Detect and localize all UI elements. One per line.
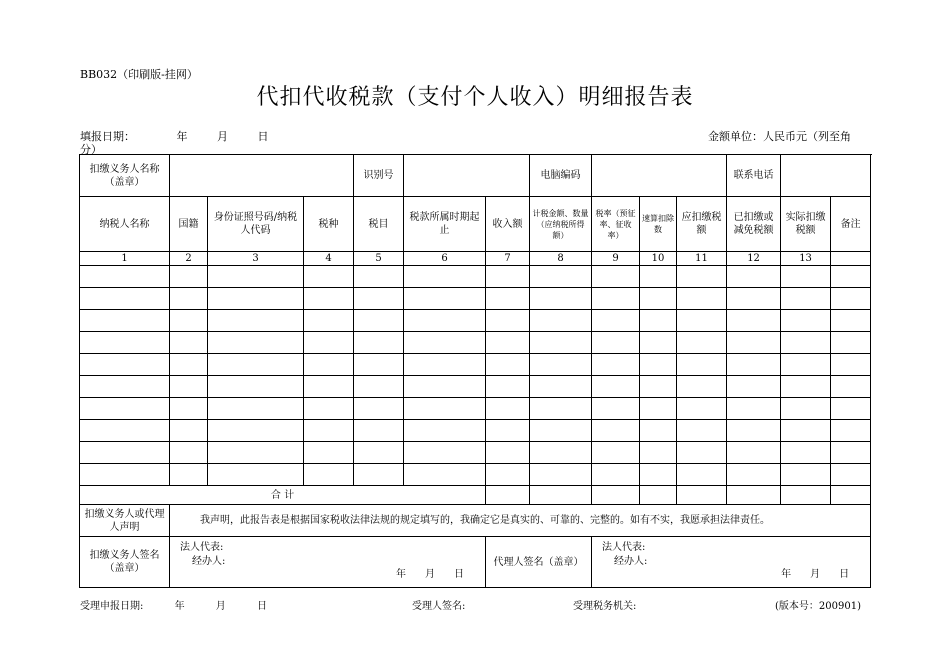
table-cell[interactable] <box>640 398 677 420</box>
table-cell[interactable] <box>640 332 677 354</box>
table-cell[interactable] <box>677 310 727 332</box>
table-row <box>80 332 871 354</box>
signature-row <box>80 537 871 588</box>
withholder-info-row <box>80 155 871 197</box>
table-cell[interactable] <box>530 266 592 288</box>
table-cell[interactable] <box>80 464 170 486</box>
table-cell[interactable] <box>781 442 831 464</box>
table-cell[interactable] <box>831 420 871 442</box>
table-cell[interactable] <box>304 442 354 464</box>
column-header: 税款所属时期起止 <box>404 197 486 252</box>
table-cell[interactable] <box>831 288 871 310</box>
table-row <box>80 398 871 420</box>
table-cell[interactable] <box>304 464 354 486</box>
table-cell[interactable] <box>831 398 871 420</box>
column-header: 已扣缴或减免税额 <box>727 197 781 252</box>
table-cell[interactable] <box>640 310 677 332</box>
fill-date <box>80 128 295 144</box>
table-cell[interactable] <box>677 354 727 376</box>
table-cell[interactable] <box>404 332 486 354</box>
fill-month: 月 <box>217 130 228 143</box>
table-cell[interactable] <box>208 332 304 354</box>
withholder-sign-field[interactable] <box>170 537 486 588</box>
table-row <box>80 266 871 288</box>
table-cell[interactable] <box>208 442 304 464</box>
table-cell[interactable] <box>404 442 486 464</box>
version-label: (版本号：200901) <box>775 601 861 612</box>
table-cell[interactable] <box>781 376 831 398</box>
table-cell[interactable] <box>677 398 727 420</box>
column-number: 13 <box>781 252 831 266</box>
table-cell[interactable] <box>208 376 304 398</box>
table-cell[interactable] <box>486 376 530 398</box>
table-cell[interactable] <box>354 376 404 398</box>
table-cell[interactable] <box>304 420 354 442</box>
agent-legal-rep: 法人代表: <box>602 542 646 553</box>
table-cell[interactable] <box>640 376 677 398</box>
currency-unit-cont: 分） <box>80 143 102 156</box>
table-cell[interactable] <box>727 332 781 354</box>
table-cell[interactable] <box>80 266 170 288</box>
table-cell[interactable] <box>530 332 592 354</box>
table-cell[interactable] <box>404 354 486 376</box>
table-cell[interactable] <box>486 420 530 442</box>
table-cell[interactable] <box>592 288 640 310</box>
table-cell[interactable] <box>530 376 592 398</box>
fill-year: 年 <box>176 130 188 143</box>
table-cell[interactable] <box>486 310 530 332</box>
table-cell[interactable] <box>170 442 208 464</box>
table-cell[interactable] <box>831 442 871 464</box>
column-header: 身份证照号码/纳税人代码 <box>208 197 304 252</box>
table-cell[interactable] <box>486 266 530 288</box>
agent-sign-field[interactable] <box>592 537 871 588</box>
withholder-handler: 经办人: <box>192 556 226 567</box>
table-cell[interactable] <box>592 310 640 332</box>
table-cell[interactable] <box>592 376 640 398</box>
table-cell[interactable] <box>677 266 727 288</box>
column-number: 9 <box>592 252 640 266</box>
table-cell[interactable] <box>530 442 592 464</box>
table-cell[interactable] <box>170 332 208 354</box>
table-row <box>80 464 871 486</box>
column-number: 5 <box>354 252 404 266</box>
table-cell[interactable] <box>354 288 404 310</box>
table-cell[interactable] <box>727 310 781 332</box>
withholder-sign-date: 年 月 日 <box>396 569 466 580</box>
table-cell[interactable] <box>530 420 592 442</box>
table-cell[interactable] <box>831 266 871 288</box>
table-cell[interactable] <box>208 310 304 332</box>
column-number: 11 <box>677 252 727 266</box>
table-cell[interactable] <box>831 464 871 486</box>
table-cell[interactable] <box>80 420 170 442</box>
total-cell[interactable] <box>486 486 530 505</box>
table-cell[interactable] <box>486 288 530 310</box>
table-cell[interactable] <box>640 442 677 464</box>
column-number: 4 <box>304 252 354 266</box>
table-cell[interactable] <box>486 332 530 354</box>
table-cell[interactable] <box>677 420 727 442</box>
table-cell[interactable] <box>530 354 592 376</box>
table-cell[interactable] <box>354 420 404 442</box>
table-cell[interactable] <box>727 376 781 398</box>
table-cell[interactable] <box>486 442 530 464</box>
column-number: 1 <box>80 252 170 266</box>
table-cell[interactable] <box>354 442 404 464</box>
table-cell[interactable] <box>170 310 208 332</box>
table-cell[interactable] <box>170 398 208 420</box>
table-cell[interactable] <box>530 398 592 420</box>
table-cell[interactable] <box>404 398 486 420</box>
total-cell[interactable] <box>781 486 831 505</box>
withholder-sign-label: 扣缴义务人签名（盖章） <box>80 537 170 588</box>
table-cell[interactable] <box>831 354 871 376</box>
column-header: 税率（预征率、征收率） <box>592 197 640 252</box>
table-cell[interactable] <box>592 332 640 354</box>
table-cell[interactable] <box>354 332 404 354</box>
table-cell[interactable] <box>354 310 404 332</box>
table-cell[interactable] <box>354 266 404 288</box>
table-cell[interactable] <box>727 398 781 420</box>
table-cell[interactable] <box>170 420 208 442</box>
table-cell[interactable] <box>727 420 781 442</box>
phone-field[interactable] <box>781 155 871 197</box>
table-cell[interactable] <box>304 310 354 332</box>
column-header: 实际扣缴税额 <box>781 197 831 252</box>
table-cell[interactable] <box>404 420 486 442</box>
table-cell[interactable] <box>304 288 354 310</box>
table-cell[interactable] <box>304 332 354 354</box>
table-cell[interactable] <box>781 266 831 288</box>
table-cell[interactable] <box>781 464 831 486</box>
declaration-label: 扣缴义务人或代理人声明 <box>80 505 170 537</box>
column-number: 8 <box>530 252 592 266</box>
declaration-body: 我声明，此报告表是根据国家税收法律法规的规定填写的，我确定它是真实的、可靠的、完整的。如有不实，我愿承担法律责任。 <box>200 515 770 526</box>
table-cell[interactable] <box>727 266 781 288</box>
column-header: 收入额 <box>486 197 530 252</box>
table-cell[interactable] <box>208 266 304 288</box>
table-cell[interactable] <box>304 266 354 288</box>
column-header: 税目 <box>354 197 404 252</box>
agent-sign-date: 年 月 日 <box>781 569 851 580</box>
accept-day: 日 <box>256 601 267 612</box>
table-cell[interactable] <box>677 288 727 310</box>
table-cell[interactable] <box>208 398 304 420</box>
total-cell[interactable] <box>831 486 871 505</box>
table-cell[interactable] <box>530 464 592 486</box>
column-header: 应扣缴税额 <box>677 197 727 252</box>
table-cell[interactable] <box>727 288 781 310</box>
table-cell[interactable] <box>592 266 640 288</box>
table-cell[interactable] <box>486 398 530 420</box>
table-cell[interactable] <box>80 310 170 332</box>
column-header: 速算扣除数 <box>640 197 677 252</box>
table-cell[interactable] <box>677 464 727 486</box>
table-cell[interactable] <box>208 288 304 310</box>
column-number: 7 <box>486 252 530 266</box>
table-row <box>80 420 871 442</box>
table-cell[interactable] <box>304 398 354 420</box>
total-row <box>80 486 871 505</box>
accept-year: 年 <box>174 601 185 612</box>
column-number-row <box>80 252 871 266</box>
column-number: 12 <box>727 252 781 266</box>
table-row <box>80 442 871 464</box>
table-cell[interactable] <box>80 354 170 376</box>
total-label: 合 计 <box>80 486 486 505</box>
table-cell[interactable] <box>781 310 831 332</box>
column-header: 备注 <box>831 197 871 252</box>
column-header: 计税金额、数量（应纳税所得额） <box>530 197 592 252</box>
accept-date-label: 受理申报日期: <box>80 601 144 612</box>
currency-unit: 金额单位：人民币元（列至角 <box>708 130 851 143</box>
total-cell[interactable] <box>530 486 592 505</box>
table-cell[interactable] <box>781 354 831 376</box>
table-cell[interactable] <box>831 376 871 398</box>
table-cell[interactable] <box>354 398 404 420</box>
table-cell[interactable] <box>677 332 727 354</box>
table-cell[interactable] <box>304 354 354 376</box>
id-field[interactable] <box>404 155 530 197</box>
total-cell[interactable] <box>677 486 727 505</box>
phone-label: 联系电话 <box>727 155 781 197</box>
table-cell[interactable] <box>592 442 640 464</box>
report-table <box>79 154 871 588</box>
table-cell[interactable] <box>592 398 640 420</box>
table-cell[interactable] <box>727 354 781 376</box>
column-number: 3 <box>208 252 304 266</box>
table-cell[interactable] <box>640 420 677 442</box>
table-cell[interactable] <box>170 266 208 288</box>
table-cell[interactable] <box>208 420 304 442</box>
table-cell[interactable] <box>80 442 170 464</box>
agent-sign-label: 代理人签名（盖章） <box>486 537 592 588</box>
computer-code-label: 电脑编码 <box>530 155 592 197</box>
column-number: 2 <box>170 252 208 266</box>
table-cell[interactable] <box>640 464 677 486</box>
table-cell[interactable] <box>170 464 208 486</box>
total-cell[interactable] <box>640 486 677 505</box>
total-cell[interactable] <box>592 486 640 505</box>
table-body <box>80 266 871 486</box>
table-row <box>80 288 871 310</box>
receiver-sign-label: 受理人签名: <box>412 601 466 612</box>
withholder-name-field[interactable] <box>170 155 354 197</box>
table-cell[interactable] <box>486 464 530 486</box>
withholder-name-label: 扣缴义务人名称（盖章） <box>80 155 170 197</box>
table-cell[interactable] <box>170 288 208 310</box>
column-number: 6 <box>404 252 486 266</box>
table-cell[interactable] <box>727 442 781 464</box>
column-header: 税种 <box>304 197 354 252</box>
accept-date <box>80 597 267 612</box>
column-number: 10 <box>640 252 677 266</box>
table-cell[interactable] <box>530 310 592 332</box>
table-cell[interactable] <box>781 332 831 354</box>
table-row <box>80 310 871 332</box>
table-cell[interactable] <box>781 288 831 310</box>
id-label: 识别号 <box>354 155 404 197</box>
accept-month: 月 <box>215 601 226 612</box>
table-cell[interactable] <box>486 354 530 376</box>
column-header-row <box>80 197 871 252</box>
table-cell[interactable] <box>677 376 727 398</box>
table-cell[interactable] <box>640 266 677 288</box>
column-header: 国籍 <box>170 197 208 252</box>
declaration-row <box>80 505 871 537</box>
table-cell[interactable] <box>592 420 640 442</box>
table-cell[interactable] <box>170 376 208 398</box>
withholder-legal-rep: 法人代表: <box>180 542 224 553</box>
table-cell[interactable] <box>640 288 677 310</box>
table-cell[interactable] <box>80 398 170 420</box>
table-cell[interactable] <box>208 464 304 486</box>
table-cell[interactable] <box>831 332 871 354</box>
table-cell[interactable] <box>80 288 170 310</box>
table-cell[interactable] <box>592 354 640 376</box>
table-cell[interactable] <box>404 464 486 486</box>
table-cell[interactable] <box>404 310 486 332</box>
declaration-text <box>170 505 871 537</box>
table-cell[interactable] <box>304 376 354 398</box>
table-cell[interactable] <box>170 354 208 376</box>
agent-handler: 经办人: <box>614 556 648 567</box>
tax-authority-label: 受理税务机关: <box>573 601 637 612</box>
table-cell[interactable] <box>208 354 304 376</box>
total-cell[interactable] <box>727 486 781 505</box>
table-cell[interactable] <box>354 354 404 376</box>
fill-date-label: 填报日期： <box>80 130 135 143</box>
table-cell[interactable] <box>592 464 640 486</box>
table-cell[interactable] <box>404 266 486 288</box>
form-code: BB032（印刷版-挂网） <box>80 68 198 81</box>
table-cell[interactable] <box>354 464 404 486</box>
table-cell[interactable] <box>727 464 781 486</box>
table-cell[interactable] <box>831 310 871 332</box>
page-title: 代扣代收税款（支付个人收入）明细报告表 <box>256 85 694 110</box>
table-cell[interactable] <box>80 332 170 354</box>
column-number <box>831 252 871 266</box>
table-cell[interactable] <box>530 288 592 310</box>
table-cell[interactable] <box>781 420 831 442</box>
table-cell[interactable] <box>404 376 486 398</box>
column-header: 纳税人名称 <box>80 197 170 252</box>
table-cell[interactable] <box>640 354 677 376</box>
table-cell[interactable] <box>781 398 831 420</box>
fill-day: 日 <box>257 130 269 143</box>
table-cell[interactable] <box>677 442 727 464</box>
table-cell[interactable] <box>404 288 486 310</box>
table-row <box>80 354 871 376</box>
table-cell[interactable] <box>80 376 170 398</box>
table-row <box>80 376 871 398</box>
computer-code-field[interactable] <box>592 155 727 197</box>
